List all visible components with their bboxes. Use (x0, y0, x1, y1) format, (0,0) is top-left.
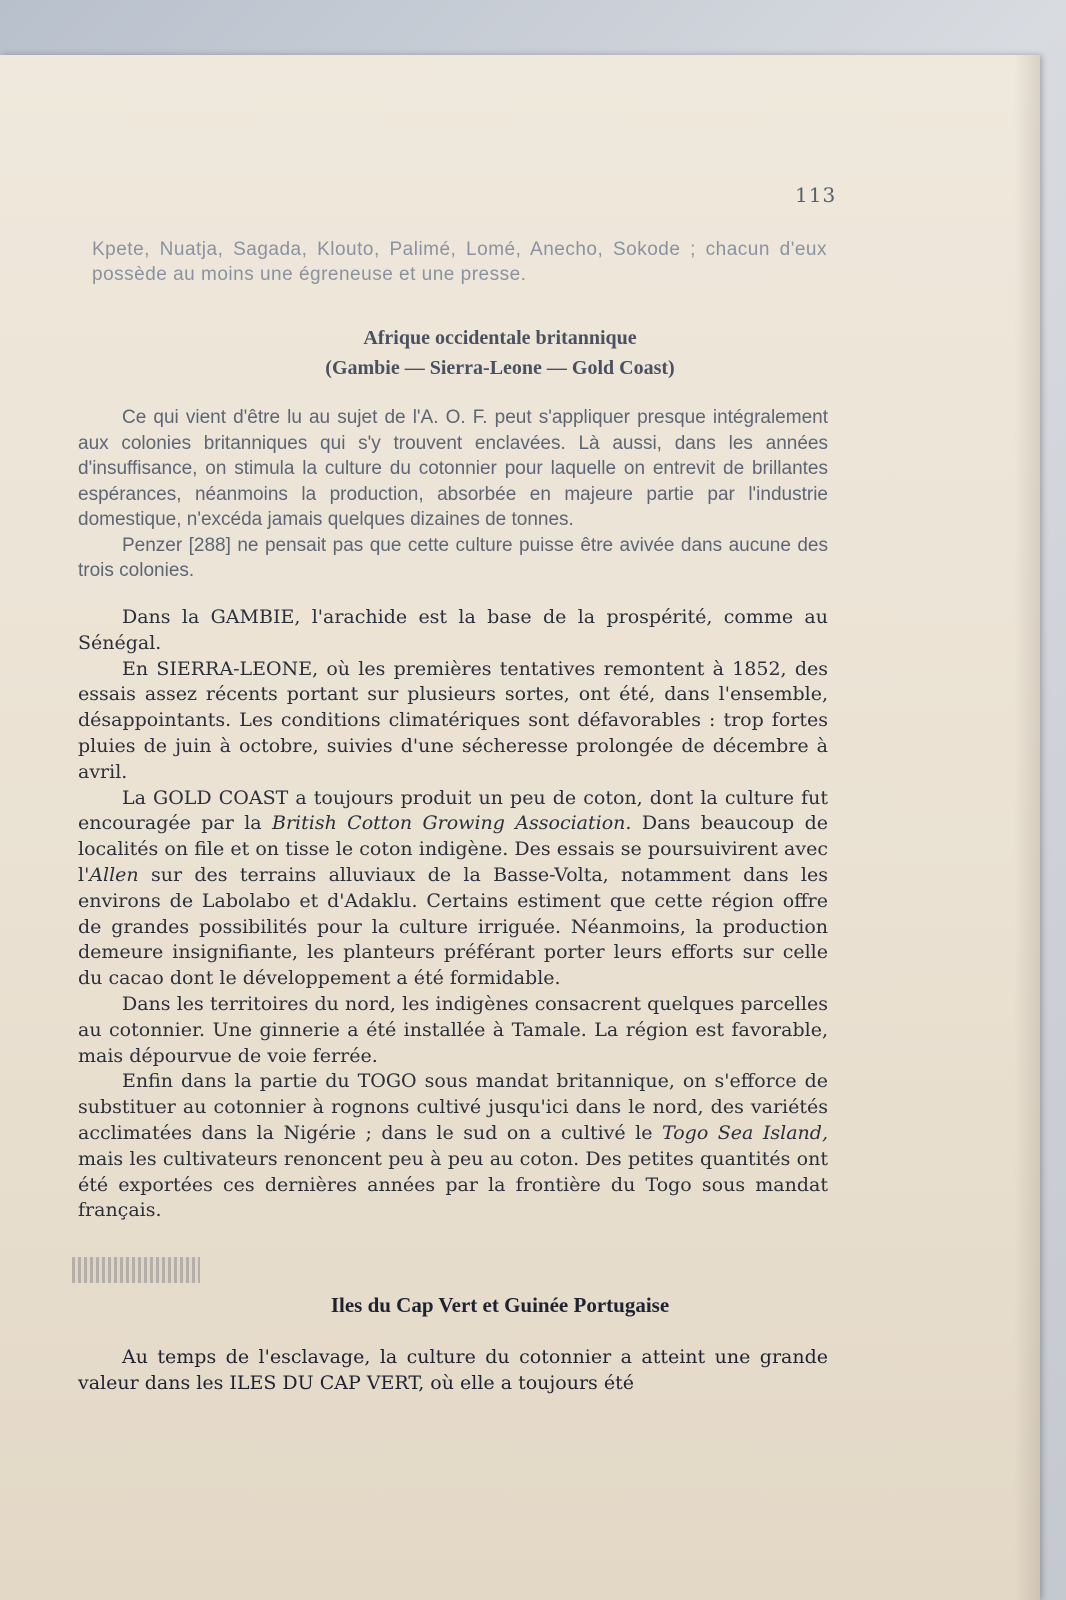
paragraph-sierra-leone: En SIERRA-LEONE, où les premières tentatives remontent à 1852, des essais assez récents portant sur plusieurs sortes, ont été, dans l'ensemble, désappointants. Les conditions climatériques sont défavorables : trop fortes pluies de juin à octobre, suivies d'une sécheresse prolongée de décembre à avril. (78, 657, 828, 783)
gold-italic-allen: Allen (89, 863, 139, 886)
togo-text-1: Enfin dans la partie du TOGO sous mandat britannique, on s'efforce de substituer au cotonnier à rognons cultivé jusqu'ici dans le nord, des variétés acclimatées dans la Nigérie ; dans le sud on a cultivé le (78, 1070, 828, 1144)
paragraph-gold-coast (78, 786, 828, 992)
paragraph-territoires-nord: Dans les territoires du nord, les indigènes consacrent quelques parcelles au cotonnier. Une ginnerie a été installée à Tamale. La région est favorable, mais dépourvue de voie ferrée. (78, 992, 828, 1067)
paragraph-penzer: Penzer [288] ne pensait pas que cette culture puisse être avivée dans aucune des trois colonies. (78, 534, 828, 581)
paragraph-gambie: Dans la GAMBIE, l'arachide est la base de la prospérité, comme au Sénégal. (78, 606, 828, 654)
gold-text-1: La GOLD COAST a toujours produit un peu de coton, dont la culture fut encouragée par la (78, 786, 828, 835)
intro-paragraphs (78, 405, 828, 584)
book-page (0, 55, 1040, 1600)
section-title-afrique: Afrique occidentale britannique (363, 327, 637, 349)
togo-italic-sea-island: Togo Sea Island, (662, 1121, 828, 1144)
paragraph-togo (78, 1069, 828, 1224)
cap-vert-paragraphs (78, 1345, 828, 1397)
section-title-cap-vert: Iles du Cap Vert et Guinée Portugaise (330, 1293, 670, 1317)
paragraph-esclavage: Au temps de l'esclavage, la culture du cotonnier a atteint une grande valeur dans les ILES DU CAP VERT, où elle a toujours été (78, 1346, 828, 1394)
colony-paragraphs (78, 605, 828, 1224)
section-subtitle-afrique: (Gambie — Sierra-Leone — Gold Coast) (325, 357, 675, 379)
gold-text-3: sur des terrains alluviaux de la Basse-Volta, notamment dans les environs de Labolabo et d'Adaklu. Certains estiment que cette région offre de grandes possibilités pour la culture irriguée. Néanmoins, la production demeure insignifiante, les planteurs préférant porter leurs efforts sur celle du cacao dont le développement a été formidable. (78, 863, 828, 990)
gold-text-2: Dans beaucoup de localités on file et on tisse le coton indigène. Des essais se poursuivirent avec l' (78, 812, 828, 886)
paragraph-aof: Ce qui vient d'être lu au sujet de l'A. O. F. peut s'appliquer presque intégralement aux colonies britanniques qui s'y trouvent enclavées. Là aussi, dans les années d'insuffisance, on stimula la culture du cotonnier pour laquelle on entrevit de brillantes espérances, néanmoins la production, absorbée en majeure partie par l'industrie domestique, n'excéda jamais quelques dizaines de tonnes. (78, 407, 828, 530)
page-number: 113 (795, 183, 837, 207)
ink-smudge (72, 1257, 200, 1283)
page-edge-shadow (1014, 55, 1040, 1600)
gold-italic-association: British Cotton Growing Association. (271, 812, 632, 835)
togo-text-2: mais les cultivateurs renoncent peu à peu au coton. Des petites quantités ont été exportées ces dernières années par la frontière du Togo sous mandat français. (78, 1147, 828, 1222)
continuation-text: Kpete, Nuatja, Sagada, Klouto, Palimé, Lomé, Anecho, Sokode ; chacun d'eux possède au moins une égreneuse et une presse. (92, 239, 827, 285)
